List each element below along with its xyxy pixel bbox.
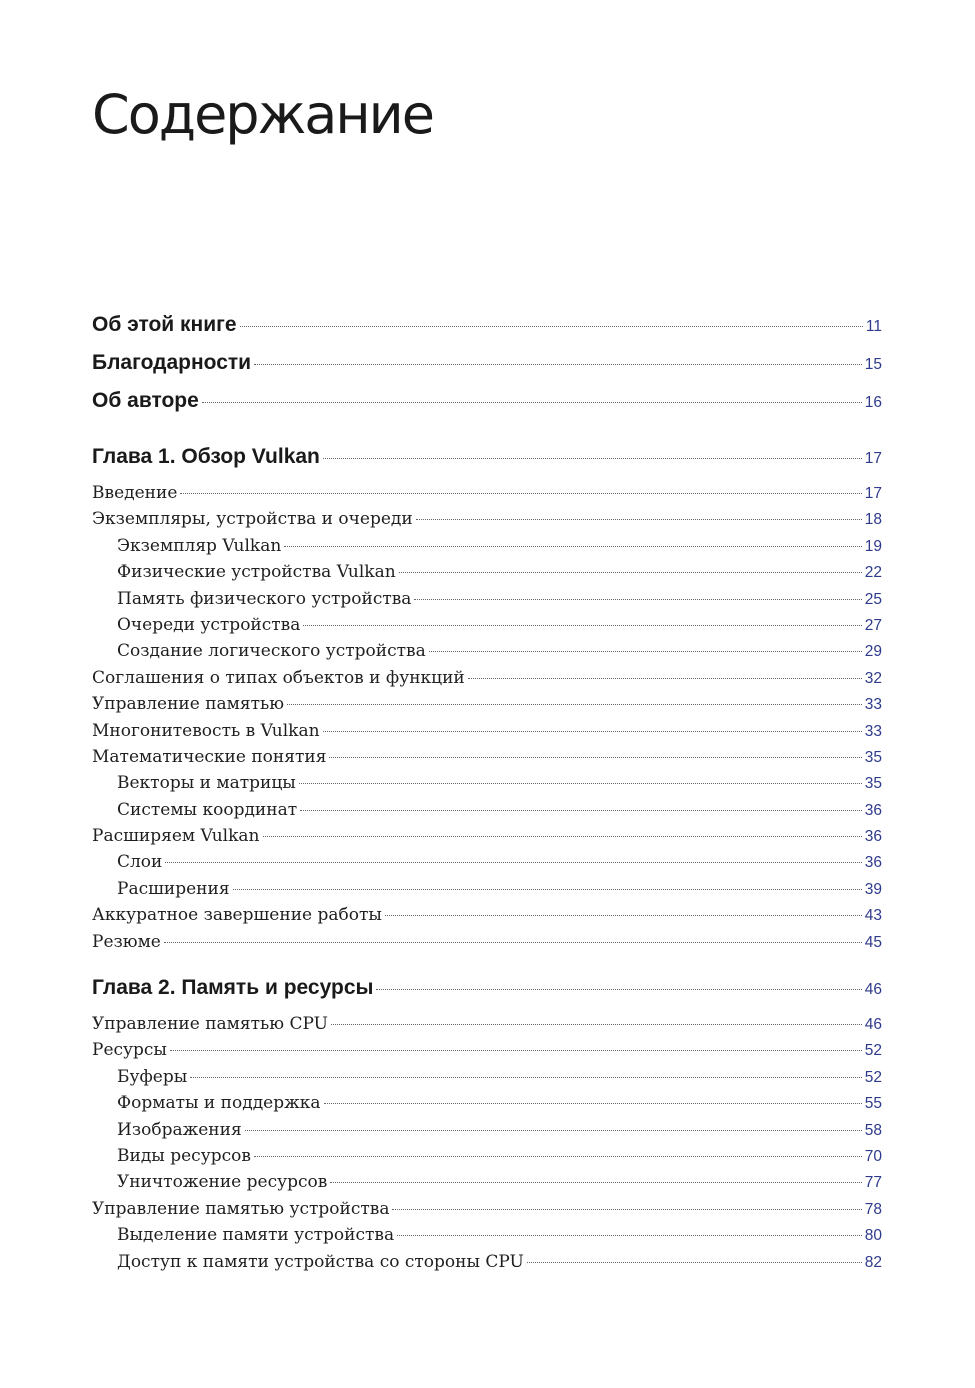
toc-entry-title: Об авторе bbox=[92, 389, 199, 412]
toc-page-number: 36 bbox=[864, 801, 882, 819]
dot-leader bbox=[303, 625, 861, 626]
toc-entry-title: Соглашения о типах объектов и функций bbox=[92, 667, 465, 688]
toc-entry-title: Управление памятью CPU bbox=[92, 1014, 328, 1035]
toc-entry-title: Создание логического устройства bbox=[117, 641, 426, 662]
chapter-gap bbox=[92, 427, 882, 445]
dot-leader bbox=[300, 810, 862, 811]
dot-leader bbox=[240, 326, 863, 327]
toc-subsection-item[interactable] bbox=[92, 800, 882, 826]
toc-entry-title: Введение bbox=[92, 483, 178, 503]
dot-leader bbox=[330, 1182, 861, 1183]
toc-page-number: 18 bbox=[864, 511, 882, 529]
toc-page-number: 36 bbox=[864, 828, 882, 846]
toc-page-number: 11 bbox=[865, 318, 882, 335]
toc-entry-title: Уничтожение ресурсов bbox=[117, 1172, 328, 1193]
toc-entry-title: Расширения bbox=[117, 878, 230, 899]
page-title: Содержание bbox=[92, 83, 433, 146]
toc-entry-title: Управление памятью устройства bbox=[92, 1198, 390, 1219]
dot-leader bbox=[323, 731, 862, 732]
toc-page-number: 17 bbox=[864, 485, 882, 502]
toc-entry-title: Глава 2. Память и ресурсы bbox=[92, 976, 374, 1000]
chapter-gap bbox=[92, 958, 882, 976]
dot-leader bbox=[329, 757, 861, 758]
toc-page-number: 55 bbox=[864, 1095, 882, 1113]
dot-leader bbox=[527, 1262, 862, 1263]
toc-section-item[interactable] bbox=[92, 932, 882, 958]
dot-leader bbox=[414, 599, 861, 600]
toc-page-number: 19 bbox=[864, 537, 882, 555]
toc-section-item[interactable] bbox=[92, 1040, 882, 1066]
toc-subsection-item[interactable] bbox=[92, 1252, 882, 1278]
toc-entry-title: Форматы и поддержка bbox=[117, 1093, 321, 1114]
toc-page-number: 52 bbox=[864, 1042, 882, 1060]
toc-entry-title: Глава 1. Обзор Vulkan bbox=[92, 445, 320, 468]
toc-chapter-heading[interactable] bbox=[92, 976, 882, 1014]
toc-subsection-item[interactable] bbox=[92, 589, 882, 615]
toc-page-number: 52 bbox=[864, 1068, 882, 1086]
toc-chapter-heading[interactable] bbox=[92, 445, 882, 483]
toc-page-number: 25 bbox=[864, 590, 882, 608]
dot-leader bbox=[190, 1077, 861, 1078]
toc-page-number: 27 bbox=[864, 616, 882, 634]
dot-leader bbox=[429, 651, 862, 652]
toc-section-item[interactable] bbox=[92, 826, 882, 852]
toc-subsection-item[interactable] bbox=[92, 1172, 882, 1198]
dot-leader bbox=[392, 1209, 861, 1210]
toc-page-number: 33 bbox=[864, 696, 882, 714]
dot-leader bbox=[468, 678, 862, 679]
toc-front-matter-item[interactable] bbox=[92, 313, 882, 351]
dot-leader bbox=[254, 364, 862, 365]
toc-section-item[interactable] bbox=[92, 721, 882, 747]
toc-entry-title: Виды ресурсов bbox=[117, 1145, 251, 1166]
toc-subsection-item[interactable] bbox=[92, 562, 882, 588]
toc-page-number: 17 bbox=[864, 450, 882, 467]
toc-entry-title: Математические понятия bbox=[92, 746, 327, 767]
toc-entry-title: Расширяем Vulkan bbox=[92, 826, 260, 847]
toc-entry-title: Экземпляр Vulkan bbox=[117, 535, 282, 556]
toc-entry-title: Благодарности bbox=[92, 351, 252, 374]
toc-subsection-item[interactable] bbox=[92, 536, 882, 562]
toc-page-number: 35 bbox=[864, 775, 882, 793]
toc-entry-title: Системы координат bbox=[117, 799, 298, 820]
dot-leader bbox=[165, 862, 861, 863]
toc-subsection-item[interactable] bbox=[92, 773, 882, 799]
dot-leader bbox=[397, 1235, 862, 1236]
dot-leader bbox=[245, 1130, 862, 1131]
toc-page-number: 32 bbox=[864, 669, 882, 687]
toc-page-number: 33 bbox=[864, 722, 882, 740]
toc-section-item[interactable] bbox=[92, 1014, 882, 1040]
toc-subsection-item[interactable] bbox=[92, 1146, 882, 1172]
toc-subsection-item[interactable] bbox=[92, 615, 882, 641]
dot-leader bbox=[284, 546, 861, 547]
toc-section-item[interactable] bbox=[92, 509, 882, 535]
dot-leader bbox=[254, 1156, 862, 1157]
toc-page-number: 36 bbox=[864, 854, 882, 872]
toc-entry-title: Резюме bbox=[92, 931, 161, 952]
toc-subsection-item[interactable] bbox=[92, 1093, 882, 1119]
toc-page-number: 58 bbox=[864, 1121, 882, 1139]
dot-leader bbox=[180, 493, 861, 494]
toc-page-number: 45 bbox=[864, 933, 882, 951]
toc-page-number: 16 bbox=[864, 394, 882, 411]
toc-subsection-item[interactable] bbox=[92, 879, 882, 905]
toc-subsection-item[interactable] bbox=[92, 1225, 882, 1251]
dot-leader bbox=[376, 989, 861, 990]
dot-leader bbox=[416, 519, 862, 520]
toc-entry-title: Об этой книге bbox=[92, 313, 237, 336]
dot-leader bbox=[385, 915, 862, 916]
toc-page-number: 78 bbox=[864, 1200, 882, 1218]
toc-page-number: 70 bbox=[864, 1147, 882, 1165]
toc-section-item[interactable] bbox=[92, 905, 882, 931]
toc-subsection-item[interactable] bbox=[92, 1120, 882, 1146]
toc-page-number: 15 bbox=[864, 356, 882, 373]
dot-leader bbox=[324, 1103, 862, 1104]
toc-page-number: 80 bbox=[864, 1227, 882, 1245]
dot-leader bbox=[233, 889, 862, 890]
toc-entry-title: Физические устройства Vulkan bbox=[117, 562, 396, 583]
toc-page-number: 46 bbox=[864, 981, 882, 999]
dot-leader bbox=[202, 402, 862, 403]
toc-front-matter-item[interactable] bbox=[92, 389, 882, 427]
toc-section-item[interactable] bbox=[92, 483, 882, 509]
toc-page-number: 46 bbox=[864, 1016, 882, 1034]
toc-entry-title: Доступ к памяти устройства со стороны CPU bbox=[117, 1251, 524, 1272]
toc-subsection-item[interactable] bbox=[92, 852, 882, 878]
dot-leader bbox=[263, 836, 862, 837]
dot-leader bbox=[299, 783, 862, 784]
toc-entry-title: Очереди устройства bbox=[117, 614, 301, 635]
dot-leader bbox=[323, 458, 862, 459]
toc-entry-title: Изображения bbox=[117, 1119, 242, 1140]
toc-section-item[interactable] bbox=[92, 1199, 882, 1225]
toc-entry-title: Экземпляры, устройства и очереди bbox=[92, 509, 413, 530]
toc-page-number: 82 bbox=[864, 1253, 882, 1271]
toc-page-number: 77 bbox=[864, 1174, 882, 1192]
toc-page-number: 39 bbox=[864, 880, 882, 898]
dot-leader bbox=[164, 942, 862, 943]
table-of-contents bbox=[92, 313, 882, 1278]
toc-entry-title: Слои bbox=[117, 852, 163, 873]
dot-leader bbox=[287, 704, 862, 705]
toc-page-number: 22 bbox=[864, 564, 882, 582]
toc-section-item[interactable] bbox=[92, 668, 882, 694]
toc-entry-title: Векторы и матрицы bbox=[117, 773, 296, 794]
dot-leader bbox=[331, 1024, 862, 1025]
toc-section-item[interactable] bbox=[92, 694, 882, 720]
toc-section-item[interactable] bbox=[92, 747, 882, 773]
toc-subsection-item[interactable] bbox=[92, 641, 882, 667]
toc-entry-title: Выделение памяти устройства bbox=[117, 1225, 395, 1246]
toc-entry-title: Управление памятью bbox=[92, 694, 285, 715]
toc-entry-title: Аккуратное завершение работы bbox=[92, 905, 382, 926]
toc-front-matter-item[interactable] bbox=[92, 351, 882, 389]
toc-page-number: 43 bbox=[864, 907, 882, 925]
toc-entry-title: Буферы bbox=[117, 1066, 188, 1087]
toc-page-number: 29 bbox=[864, 643, 882, 661]
toc-subsection-item[interactable] bbox=[92, 1067, 882, 1093]
toc-entry-title: Многонитевость в Vulkan bbox=[92, 720, 320, 741]
toc-entry-title: Ресурсы bbox=[92, 1040, 167, 1061]
toc-entry-title: Память физического устройства bbox=[117, 588, 412, 609]
dot-leader bbox=[399, 572, 862, 573]
toc-page-number: 35 bbox=[864, 748, 882, 766]
dot-leader bbox=[170, 1050, 862, 1051]
